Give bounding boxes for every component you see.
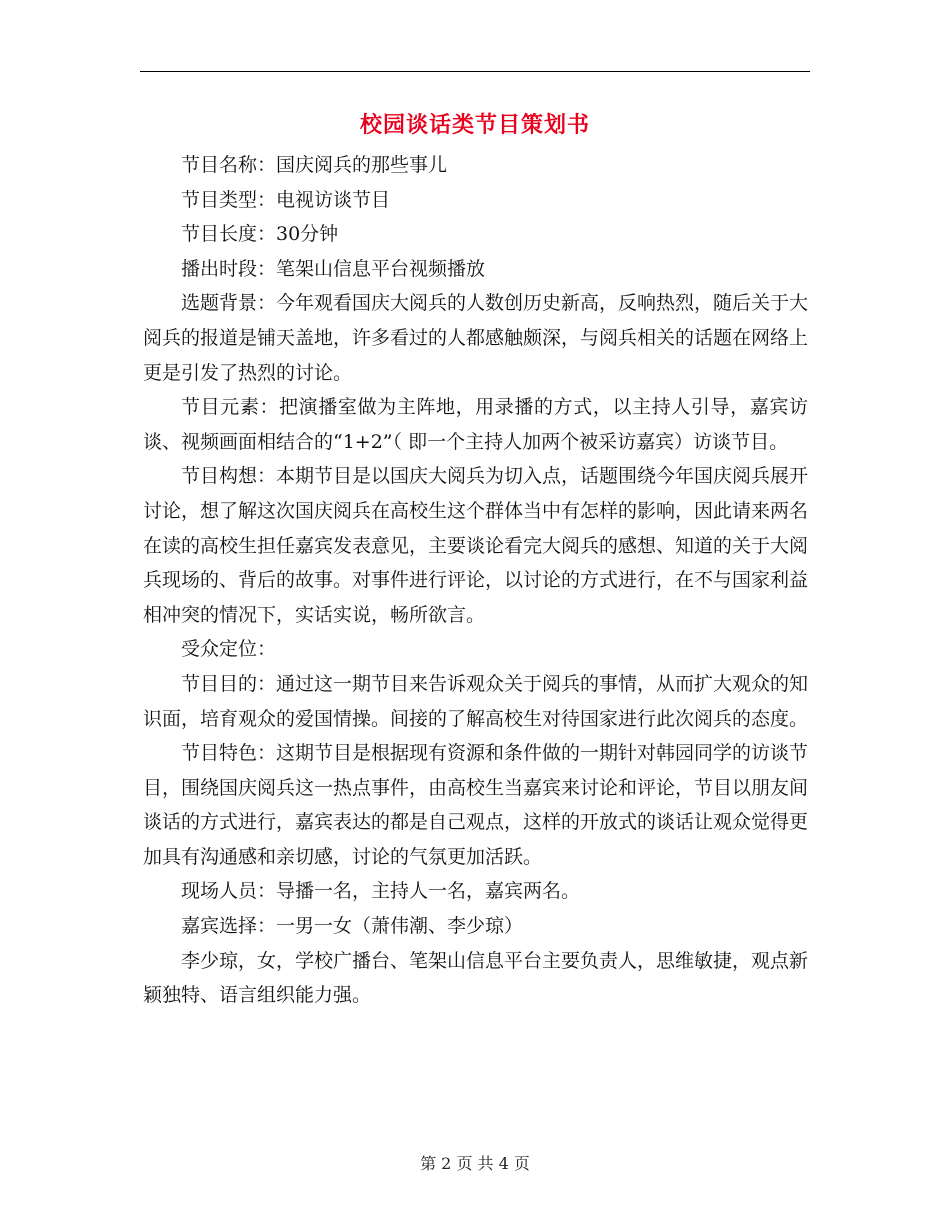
document-title: 校园谈话类节目策划书 (359, 112, 590, 138)
paragraph-broadcast-time: 播出时段：笔架山信息平台视频播放 (181, 257, 486, 280)
paragraph-program-elements: 节目元素：把演播室做为主阵地，用录播的方式，以主持人引导，嘉宾访谈、视频画面相结合的“1+2”（ 即一个主持人加两个被采访嘉宾）访谈节目。 (143, 396, 808, 453)
paragraph-staff: 现场人员：导播一名，主持人一名，嘉宾两名。 (181, 880, 581, 903)
paragraph-guest-profile: 李少琼，女，学校广播台、笔架山信息平台主要负责人，思维敏捷，观点新颖独特、语言组织能力强。 (143, 949, 809, 1007)
page-footer: 第 2 页 共 4 页 (420, 1154, 530, 1173)
paragraph-program-concept: 节目构想：本期节目是以国庆大阅兵为切入点，话题围绕今年国庆阅兵展开讨论，想了解这次国庆阅兵在高校生这个群体当中有怎样的影响，因此请来两名在读的高校生担任嘉宾发表意见，主要谈论看完大阅兵的感想、知道的关于大阅兵现场的、背后的故事。对事件进行评论，以讨论的方式进行，在不与国家利益相冲突的情况下，实话实说，畅所欲言。 (143, 465, 809, 626)
paragraph-guest-selection: 嘉宾选择：一男一女（萧伟潮、李少琼） (181, 915, 524, 938)
paragraph-program-name: 节目名称：国庆阅兵的那些事儿 (181, 154, 448, 176)
paragraph-program-length: 节目长度：30分钟 (181, 223, 339, 246)
paragraph-program-type: 节目类型：电视访谈节目 (181, 188, 391, 211)
paragraph-program-purpose: 节目目的：通过这一期节目来告诉观众关于阅兵的事情，从而扩大观众的知识面，培育观众的爱国情操。间接的了解高校生对待国家进行此次阅兵的态度。 (143, 672, 809, 730)
header-rule (140, 71, 810, 72)
document-body (143, 148, 808, 1013)
paragraph-topic-background: 选题背景：今年观看国庆大阅兵的人数创历史新高，反响热烈，随后关于大阅兵的报道是铺天盖地，许多看过的人都感触颇深，与阅兵相关的话题在网络上更是引发了热烈的讨论。 (143, 292, 809, 384)
paragraph-audience: 受众定位： (181, 638, 277, 661)
paragraph-program-features: 节目特色：这期节目是根据现有资源和条件做的一期针对韩园同学的访谈节目，围绕国庆阅兵这一热点事件，由高校生当嘉宾来讨论和评论，节目以朋友间谈话的方式进行，嘉宾表达的都是自己观点，这样的开放式的谈话让观众觉得更加具有沟通感和亲切感，讨论的气氛更加活跃。 (143, 742, 809, 868)
